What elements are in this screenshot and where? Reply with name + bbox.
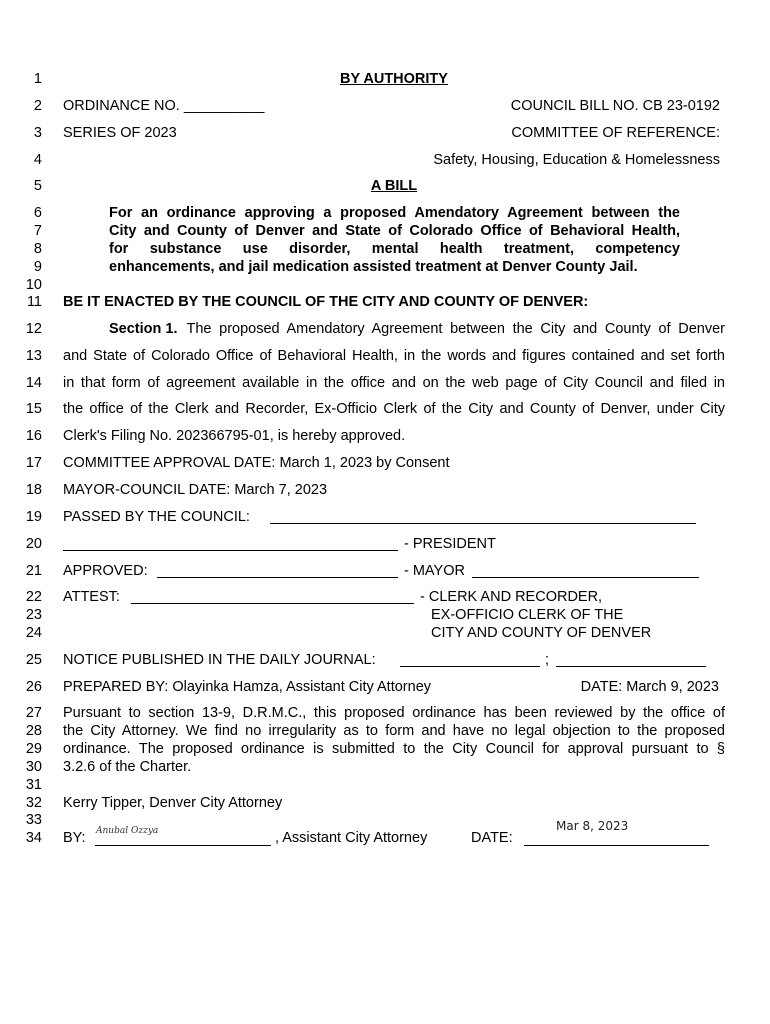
- line-number: 23: [25, 607, 42, 623]
- mayor-label: - MAYOR: [404, 563, 465, 579]
- line-number: 18: [25, 482, 42, 498]
- section-1-label: Section 1.: [109, 321, 178, 337]
- bill-title-line: for substance use disorder, mental health treatment, competency: [109, 241, 680, 257]
- approved-signature-line: [157, 577, 398, 578]
- line-number: 17: [25, 455, 42, 471]
- signature-date-label: DATE:: [471, 830, 513, 846]
- attest-label: ATTEST:: [63, 589, 120, 605]
- section-1-line: Clerk's Filing No. 202366795-01, is hereby approved.: [63, 428, 406, 444]
- attorney-signature-line: [95, 845, 271, 846]
- section-1-text: The proposed Amendatory Agreement between the City and County of Denver: [186, 321, 725, 337]
- line-number: 5: [33, 178, 42, 194]
- by-label: BY:: [63, 830, 86, 846]
- committee-name: Safety, Housing, Education & Homelessness: [433, 152, 720, 168]
- president-label: - PRESIDENT: [404, 536, 496, 552]
- clerk-title-line: CITY AND COUNTY OF DENVER: [431, 625, 652, 641]
- pursuant-line: Pursuant to section 13-9, D.R.M.C., this proposed ordinance has been reviewed by the office of: [63, 705, 725, 721]
- series-year: SERIES OF 2023: [63, 125, 177, 141]
- line-number: 9: [33, 259, 42, 275]
- mayor-council-date: MAYOR-COUNCIL DATE: March 7, 2023: [63, 482, 328, 498]
- mayor-date-line: [472, 577, 699, 578]
- line-number: 6: [33, 205, 42, 221]
- prepared-by: PREPARED BY: Olayinka Hamza, Assistant City Attorney: [63, 679, 432, 695]
- pursuant-line: ordinance. The proposed ordinance is submitted to the City Council for approval pursuant to §: [63, 741, 725, 757]
- line-number: 7: [33, 223, 42, 239]
- by-authority-heading: BY AUTHORITY: [340, 71, 448, 87]
- line-number: 20: [25, 536, 42, 552]
- line-number: 19: [25, 509, 42, 525]
- line-number: 1: [33, 71, 42, 87]
- line-number: 30: [25, 759, 42, 775]
- section-1-line: in that form of agreement available in the office and on the web page of City Council and filed in: [63, 375, 725, 391]
- a-bill-heading: A BILL: [370, 178, 418, 194]
- clerk-title-line: EX-OFFICIO CLERK OF THE: [431, 607, 624, 623]
- attorney-signature: Anubal Ozzya: [96, 826, 159, 836]
- line-number: 26: [25, 679, 42, 695]
- line-number: 10: [25, 277, 42, 293]
- city-attorney-name: Kerry Tipper, Denver City Attorney: [63, 795, 283, 811]
- signature-date-stamp: Mar 8, 2023: [556, 819, 629, 833]
- line-number: 24: [25, 625, 42, 641]
- committee-of-reference-label: COMMITTEE OF REFERENCE:: [511, 125, 720, 141]
- notice-blank-1: [400, 666, 540, 667]
- notice-published-label: NOTICE PUBLISHED IN THE DAILY JOURNAL:: [63, 652, 376, 668]
- notice-separator: ;: [545, 652, 550, 668]
- line-number: 27: [25, 705, 42, 721]
- prepared-date: DATE: March 9, 2023: [580, 679, 719, 695]
- line-number: 4: [33, 152, 42, 168]
- approved-label: APPROVED:: [63, 563, 148, 579]
- committee-approval-date: COMMITTEE APPROVAL DATE: March 1, 2023 by Consent: [63, 455, 450, 471]
- line-number: 33: [25, 812, 42, 828]
- clerk-title-line: - CLERK AND RECORDER,: [420, 589, 603, 605]
- line-number: 22: [25, 589, 42, 605]
- line-number: 13: [25, 348, 42, 364]
- line-number: 2: [33, 98, 42, 114]
- line-number: 14: [25, 375, 42, 391]
- bill-title-line: City and County of Denver and State of Colorado Office of Behavioral Health,: [109, 223, 680, 239]
- pursuant-line: 3.2.6 of the Charter.: [63, 759, 192, 775]
- section-1-line: and State of Colorado Office of Behavioral Health, in the words and figures contained and set forth: [63, 348, 725, 364]
- line-number: 32: [25, 795, 42, 811]
- line-number: 15: [25, 401, 42, 417]
- ordinance-number: ORDINANCE NO. __________: [63, 98, 265, 114]
- passed-by-council-label: PASSED BY THE COUNCIL:: [63, 509, 250, 525]
- signature-date-line: [524, 845, 709, 846]
- line-number: 12: [25, 321, 42, 337]
- line-number: 25: [25, 652, 42, 668]
- bill-title-line: For an ordinance approving a proposed Amendatory Agreement between the: [109, 205, 680, 221]
- line-number: 28: [25, 723, 42, 739]
- line-number: 29: [25, 741, 42, 757]
- bill-title-line: enhancements, and jail medication assisted treatment at Denver County Jail.: [109, 259, 638, 275]
- passed-blank-line: [270, 523, 696, 524]
- attest-signature-line: [131, 603, 414, 604]
- line-number: 8: [33, 241, 42, 257]
- president-signature-line: [63, 550, 398, 551]
- line-number: 21: [25, 563, 42, 579]
- line-number: 31: [25, 777, 42, 793]
- pursuant-line: the City Attorney. We find no irregularity as to form and have no legal objection to the proposed: [63, 723, 725, 739]
- enacting-clause: BE IT ENACTED BY THE COUNCIL OF THE CITY AND COUNTY OF DENVER:: [63, 294, 589, 310]
- assistant-city-attorney-label: , Assistant City Attorney: [275, 830, 428, 846]
- section-1-first-line: [109, 320, 725, 338]
- line-number: 11: [26, 294, 42, 310]
- line-number: 34: [25, 830, 42, 846]
- line-number: 3: [33, 125, 42, 141]
- notice-blank-2: [556, 666, 706, 667]
- line-number: 16: [25, 428, 42, 444]
- section-1-line: the office of the Clerk and Recorder, Ex-Officio Clerk of the City and County of Denver, under City: [63, 401, 725, 417]
- council-bill-number: COUNCIL BILL NO. CB 23-0192: [510, 98, 720, 114]
